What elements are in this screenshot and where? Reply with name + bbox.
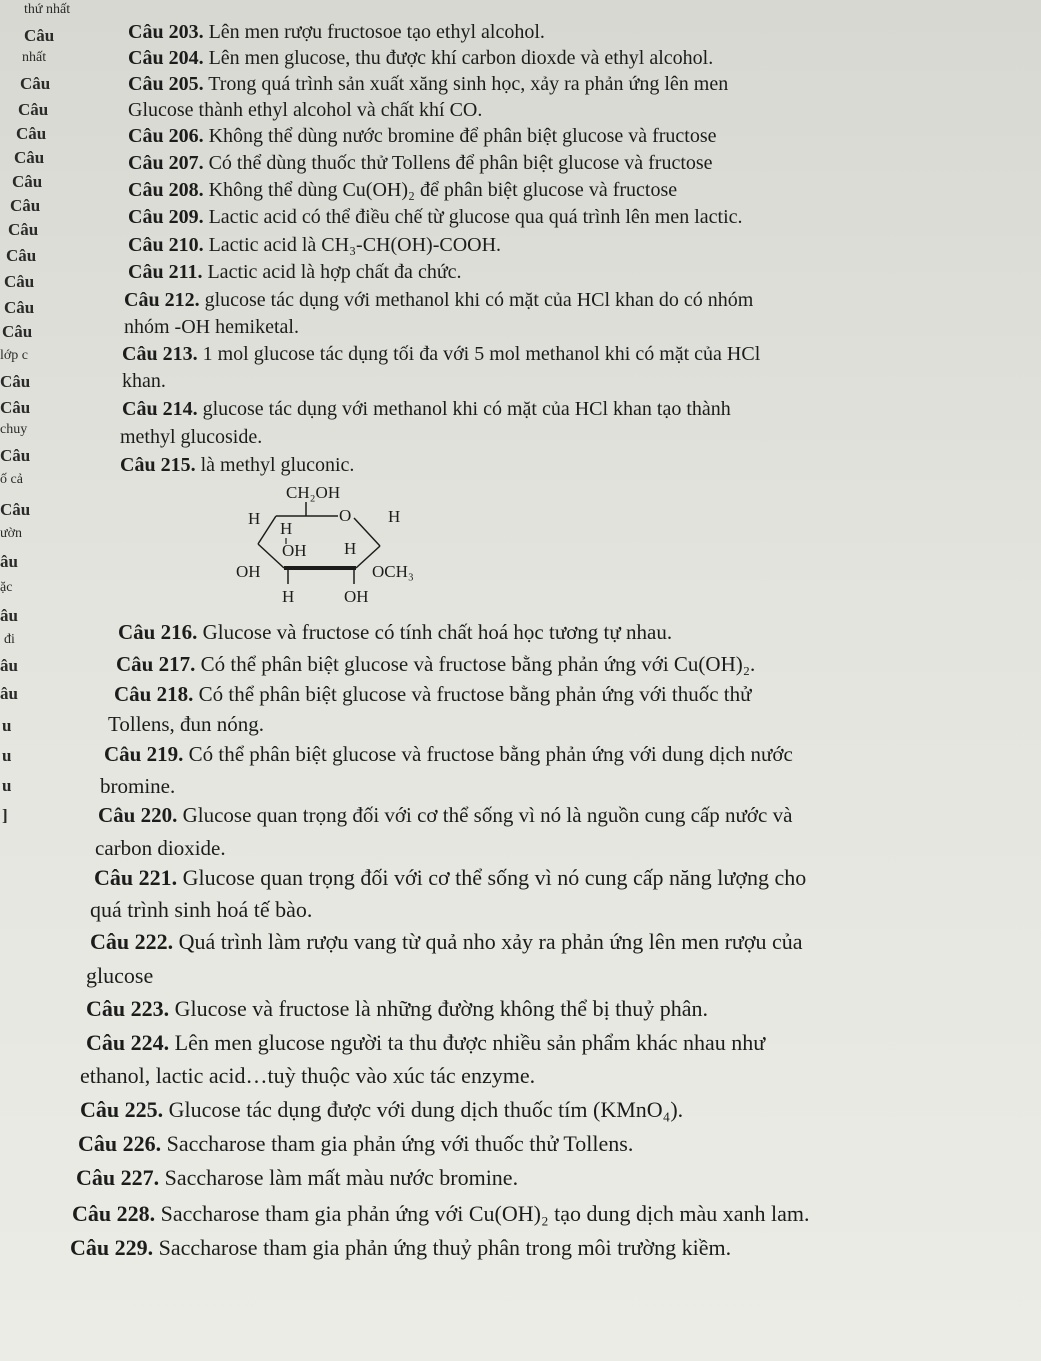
question-text: Lên men glucose, thu được khí carbon dioxde và ethyl alcohol. — [208, 47, 714, 69]
structure-label-oh: OH — [344, 587, 369, 606]
question-number: Câu 206. — [128, 125, 204, 147]
question-223 — [86, 997, 708, 1021]
question-text: là methyl gluconic. — [200, 454, 355, 476]
question-text: Có thể phân biệt glucose và fructose bằng phản ứng với Cu(OH)₂. — [200, 652, 756, 676]
question-text: glucose tác dụng với methanol khi có mặt của HCl khan do có nhóm — [204, 289, 754, 311]
question-text: Lên men rượu fructosoe tạo ethyl alcohol. — [208, 21, 545, 43]
question-219 — [104, 742, 793, 766]
question-221 — [94, 866, 806, 890]
question-222-continuation: glucose — [86, 963, 154, 988]
question-number: Câu 226. — [78, 1131, 162, 1156]
question-text: Saccharose tham gia phản ứng với Cu(OH)₂ tạo dung dịch màu xanh lam. — [160, 1201, 810, 1226]
structure-label-oh: OH — [282, 541, 307, 560]
question-text: Quá trình làm rượu vang từ quả nho xảy ra phản ứng lên men rượu của — [178, 929, 803, 954]
question-number: Câu 209. — [128, 206, 204, 228]
margin-text: lớp c — [0, 348, 29, 363]
question-number: Câu 224. — [86, 1030, 170, 1055]
question-205 — [128, 72, 728, 96]
question-number: Câu 214. — [122, 398, 198, 420]
question-218 — [114, 682, 752, 706]
question-text: Lactic acid là CH₃-CH(OH)-COOH. — [208, 234, 502, 256]
question-220-continuation: carbon dioxide. — [95, 836, 226, 860]
margin-text: ặc — [0, 580, 13, 595]
margin-text: u — [2, 776, 12, 795]
question-text: Trong quá trình sản xuất xăng sinh học, xảy ra phản ứng lên men — [208, 73, 729, 95]
margin-text: Câu — [16, 124, 47, 143]
question-212 — [124, 288, 753, 312]
question-224 — [86, 1031, 765, 1055]
question-number: Câu 204. — [128, 47, 204, 69]
margin-text: ườn — [0, 526, 22, 541]
margin-text: âu — [0, 552, 18, 571]
question-number: Câu 220. — [98, 803, 178, 827]
question-text: Saccharose tham gia phản ứng với thuốc thử Tollens. — [166, 1131, 634, 1156]
question-number: Câu 211. — [128, 261, 203, 283]
structure-label-h: H — [280, 519, 293, 538]
structure-bond — [258, 544, 284, 568]
margin-text: âu — [0, 606, 18, 625]
question-205-continuation: Glucose thành ethyl alcohol và chất khí CO. — [128, 99, 483, 121]
question-228 — [72, 1202, 810, 1226]
question-text: Có thể phân biệt glucose và fructose bằng phản ứng với thuốc thử — [198, 682, 752, 706]
question-226 — [78, 1132, 633, 1156]
margin-text: Câu — [4, 298, 35, 317]
question-208 — [128, 178, 677, 202]
question-text: Có thể phân biệt glucose và fructose bằng phản ứng với dung dịch nước — [188, 742, 793, 766]
margin-text: Câu — [14, 148, 45, 167]
structure-bond — [354, 518, 380, 546]
question-207 — [128, 151, 713, 175]
margin-text: chuy — [0, 422, 28, 437]
question-number: Câu 207. — [128, 152, 204, 174]
question-number: Câu 210. — [128, 234, 204, 256]
question-text: Saccharose làm mất màu nước bromine. — [164, 1165, 519, 1190]
margin-text: nhất — [22, 50, 47, 65]
question-number: Câu 223. — [86, 996, 170, 1021]
margin-text: đi — [4, 632, 15, 647]
question-212-continuation: nhóm -OH hemiketal. — [124, 316, 299, 338]
question-221-continuation: quá trình sinh hoá tế bào. — [90, 897, 313, 922]
question-209 — [128, 205, 743, 229]
structure-label-och3: OCH₃ — [372, 562, 414, 581]
margin-text: Câu — [2, 322, 33, 341]
question-number: Câu 222. — [90, 929, 174, 954]
methyl-glucoside-structure — [236, 478, 456, 608]
question-text: Saccharose tham gia phản ứng thuỷ phân trong môi trường kiềm. — [158, 1235, 732, 1260]
margin-text: Câu — [24, 26, 55, 45]
question-number: Câu 218. — [114, 682, 194, 706]
margin-text: Câu — [0, 372, 31, 391]
question-214 — [122, 397, 731, 421]
question-224-continuation: ethanol, lactic acid…tuỳ thuộc vào xúc tác enzyme. — [80, 1063, 536, 1088]
question-text: Glucose quan trọng đối với cơ thể sống vì nó cung cấp năng lượng cho — [182, 865, 807, 890]
margin-text: Câu — [4, 272, 35, 291]
question-text: Không thể dùng Cu(OH)₂ để phân biệt glucose và fructose — [208, 179, 678, 201]
left-margin-column — [0, 0, 120, 1361]
question-number: Câu 225. — [80, 1097, 164, 1122]
margin-text: u — [2, 716, 12, 735]
structure-label-oh: OH — [236, 562, 261, 581]
question-number: Câu 208. — [128, 179, 204, 201]
question-222 — [90, 930, 802, 954]
margin-text: Câu — [0, 500, 31, 519]
margin-text: Câu — [0, 446, 31, 465]
structure-label-h: H — [282, 587, 295, 606]
question-number: Câu 229. — [70, 1235, 154, 1260]
question-text: Glucose quan trọng đối với cơ thể sống vì nó là nguồn cung cấp nước và — [182, 803, 793, 827]
structure-label-o: O — [339, 506, 352, 525]
question-number: Câu 205. — [128, 73, 204, 95]
question-number: Câu 227. — [76, 1165, 160, 1190]
margin-text: âu — [0, 684, 18, 703]
question-number: Câu 228. — [72, 1201, 156, 1226]
margin-text: u — [2, 746, 12, 765]
question-203 — [128, 20, 545, 44]
margin-text: Câu — [18, 100, 49, 119]
question-225 — [80, 1098, 683, 1122]
question-213 — [122, 342, 760, 366]
question-text: Không thể dùng nước bromine để phân biệt glucose và fructose — [208, 125, 717, 147]
structure-label-h: H — [344, 539, 357, 558]
question-text: Có thể dùng thuốc thử Tollens để phân biệt glucose và fructose — [208, 152, 713, 174]
question-204 — [128, 46, 713, 70]
question-number: Câu 213. — [122, 343, 198, 365]
question-text: glucose tác dụng với methanol khi có mặt của HCl khan tạo thành — [202, 398, 731, 420]
question-218-continuation: Tollens, đun nóng. — [108, 712, 265, 736]
question-220 — [98, 803, 792, 827]
structure-label-h: H — [248, 509, 261, 528]
question-text: Glucose và fructose có tính chất hoá học tương tự nhau. — [202, 620, 673, 644]
question-219-continuation: bromine. — [100, 774, 176, 798]
margin-text: Câu — [10, 196, 41, 215]
question-211 — [128, 260, 462, 284]
margin-text: Câu — [20, 74, 51, 93]
question-number: Câu 221. — [94, 865, 178, 890]
question-number: Câu 203. — [128, 21, 204, 43]
question-text: Lactic acid có thể điều chế từ glucose qua quá trình lên men lactic. — [208, 206, 743, 228]
structure-label-ch2oh: CH₂OH — [286, 483, 341, 502]
question-213-continuation: khan. — [122, 370, 166, 392]
question-215 — [120, 453, 354, 477]
question-number: Câu 217. — [116, 652, 196, 676]
question-number: Câu 216. — [118, 620, 198, 644]
margin-text: Câu — [12, 172, 43, 191]
margin-text: Câu — [0, 398, 31, 417]
question-text: Lactic acid là hợp chất đa chức. — [207, 261, 462, 283]
structure-bond — [258, 516, 276, 544]
question-229 — [70, 1236, 731, 1260]
question-216 — [118, 620, 672, 644]
structure-label-h: H — [388, 507, 401, 526]
question-text: Glucose và fructose là những đường không thể bị thuỷ phân. — [174, 996, 709, 1021]
margin-text: ố cả — [0, 472, 23, 487]
question-214-continuation: methyl glucoside. — [120, 426, 263, 448]
question-227 — [76, 1166, 518, 1190]
question-text: 1 mol glucose tác dụng tối đa với 5 mol methanol khi có mặt của HCl — [202, 343, 761, 365]
question-text: Glucose tác dụng được với dung dịch thuốc tím (KMnO₄). — [168, 1097, 684, 1122]
margin-text: Câu — [6, 246, 37, 265]
question-number: Câu 215. — [120, 454, 196, 476]
question-217 — [116, 652, 755, 676]
question-number: Câu 212. — [124, 289, 200, 311]
question-text: Lên men glucose người ta thu được nhiều sản phẩm khác nhau như — [174, 1030, 766, 1055]
question-number: Câu 219. — [104, 742, 184, 766]
question-206 — [128, 124, 717, 148]
margin-text: âu — [0, 656, 18, 675]
question-210 — [128, 233, 501, 257]
margin-text: thứ nhất — [24, 2, 71, 17]
margin-text: ] — [2, 806, 8, 825]
margin-text: Câu — [8, 220, 39, 239]
